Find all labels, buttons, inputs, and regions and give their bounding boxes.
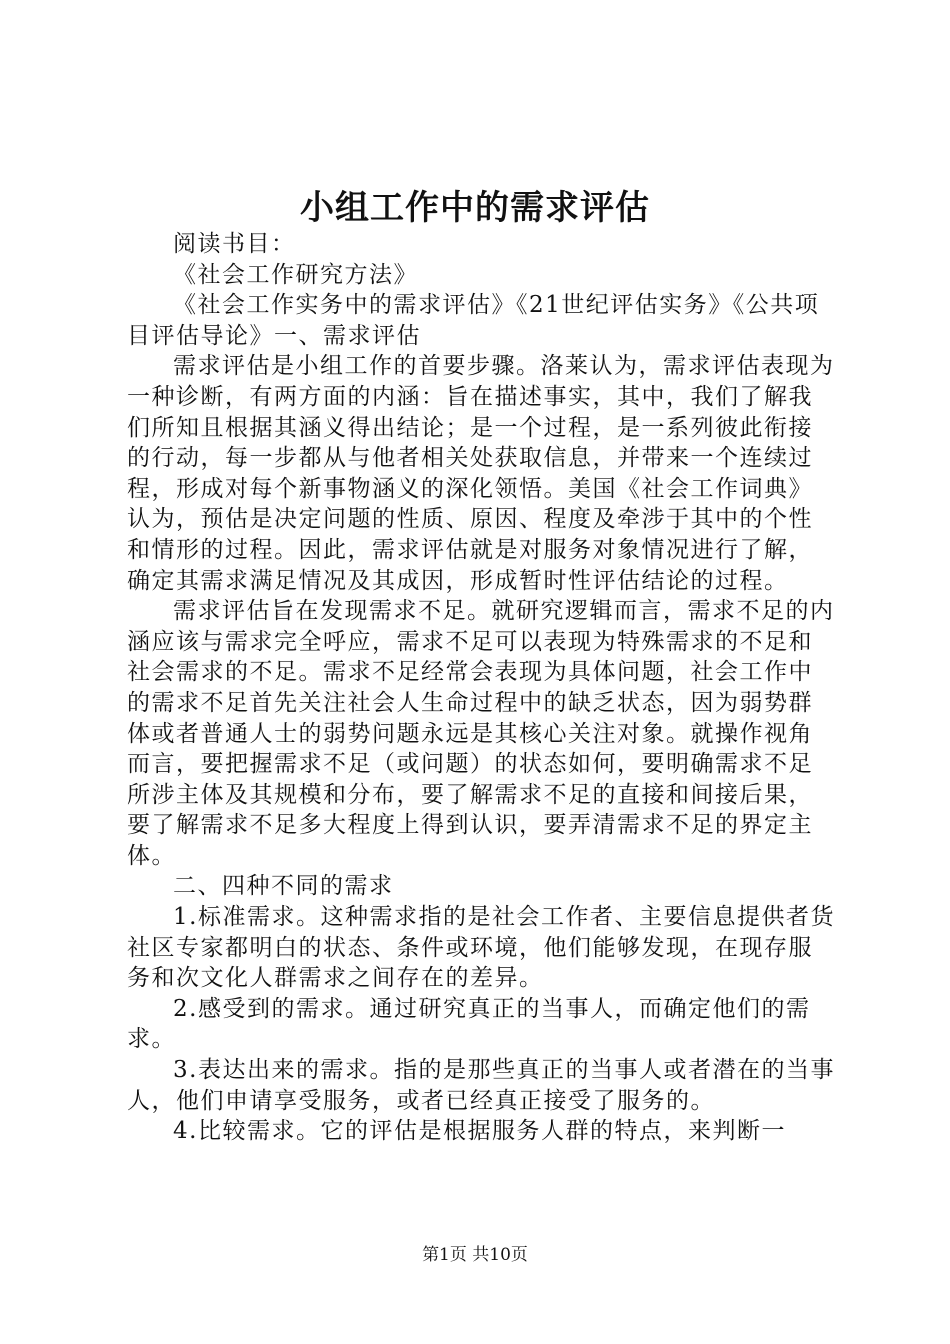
page-title: 小组工作中的需求评估 — [300, 188, 650, 228]
paragraph-book-1: 《社会工作研究方法》 — [173, 261, 418, 288]
document-body — [127, 229, 837, 1147]
paragraph-needs-assessment-definition: 需求评估是小组工作的首要步骤。洛莱认为，需求评估表现为一种诊断，有两方面的内涵：旨在描述事实，其中，我们了解我们所知且根据其涵义得出结论；是一个过程，是一系列彼此衔接的行动，每一步都从与他者相关处获取信息，并带来一个连续过程，形成对每个新事物涵义的深化领悟。美国《社会工作词典》认为，预估是决定问题的性质、原因、程度及牵涉于其中的个性和情形的过程。因此，需求评估就是对服务对象情况进行了解，确定其需求满足情况及其成因，形成暂时性评估结论的过程。 — [127, 353, 835, 594]
paragraph-comparative-need: 4.比较需求。它的评估是根据服务人群的特点，来判断一 — [173, 1118, 786, 1145]
section-heading-four-needs: 二、四种不同的需求 — [173, 873, 394, 900]
paragraph-normative-need: 1.标准需求。这种需求指的是社会工作者、主要信息提供者货社区专家都明白的状态、条件或环境，他们能够发现，在现存服务和次文化人群需求之间存在的差异。 — [127, 904, 835, 992]
paragraph-needs-deficiency: 需求评估旨在发现需求不足。就研究逻辑而言，需求不足的内涵应该与需求完全呼应，需求不足可以表现为特殊需求的不足和社会需求的不足。需求不足经常会表现为具体问题，社会工作中的需求不足首先关注社会人生命过程中的缺乏状态，因为弱势群体或者普通人士的弱势问题永远是其核心关注对象。就操作视角而言，要把握需求不足（或问题）的状态如何，要明确需求不足所涉主体及其规模和分布，要了解需求不足的直接和间接后果，要了解需求不足多大程度上得到认识，要弄清需求不足的界定主体。 — [127, 598, 835, 869]
paragraph-book-2: 《社会工作实务中的需求评估》《21世纪评估实务》《公共项目评估导论》一、需求评估 — [127, 292, 820, 349]
page-number: 第1页 共10页 — [422, 1245, 528, 1265]
paragraph-expressed-need: 3.表达出来的需求。指的是那些真正的当事人或者潜在的当事人，他们申请享受服务，或者已经真正接受了服务的。 — [127, 1057, 835, 1114]
paragraph-reading-list-heading: 阅读书目： — [173, 231, 296, 257]
paragraph-felt-need: 2.感受到的需求。通过研究真正的当事人，而确定他们的需求。 — [127, 995, 811, 1053]
